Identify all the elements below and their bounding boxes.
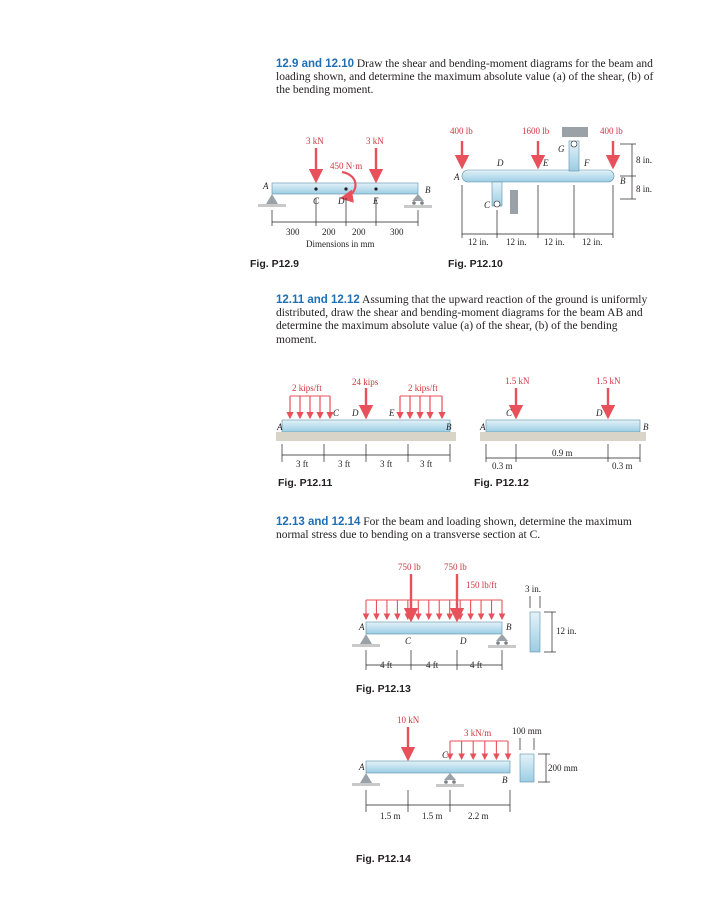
- pin-support-icon: [360, 634, 372, 644]
- figure-p12-9: [258, 136, 432, 249]
- dim-label: 300: [286, 227, 300, 237]
- point-label: D: [352, 408, 359, 418]
- caption-p12-13: Fig. P12.13: [356, 683, 411, 695]
- ground: [258, 204, 286, 207]
- problem-number: 12.13 and 12.14: [276, 516, 361, 528]
- load-label: 10 kN: [397, 715, 420, 725]
- figure-p12-12: [479, 376, 649, 471]
- roller-support-icon: [496, 634, 508, 641]
- point-c: [314, 187, 317, 190]
- dim-label: 200: [322, 227, 336, 237]
- point-label: A: [263, 181, 269, 191]
- caption-p12-12: Fig. P12.12: [474, 477, 529, 489]
- point-e: [374, 187, 377, 190]
- point-label: E: [543, 158, 549, 168]
- dim-label: 3 ft: [420, 459, 433, 469]
- roller-support-icon: [412, 194, 424, 201]
- figure-p12-11: [276, 377, 456, 469]
- dim-label: 4 ft: [470, 660, 483, 670]
- load-label: 400 lb: [600, 126, 623, 136]
- point-label: B: [506, 622, 512, 632]
- problem-text: Draw the shear and bending-moment diagrams for the beam and loading shown, and determine the maximum absolute value (a) of the shear, (b) of the bending moment.: [276, 58, 654, 97]
- cross-section: [530, 612, 540, 652]
- point-label: B: [425, 185, 431, 195]
- point-label: C: [484, 200, 491, 210]
- point-d: [344, 187, 347, 190]
- ground: [480, 432, 646, 441]
- load-label: 1600 lb: [522, 126, 550, 136]
- dim-label: 12 in.: [544, 237, 565, 247]
- problem-number: 12.9 and 12.10: [276, 58, 354, 70]
- point-label: B: [502, 775, 508, 785]
- dim-label: 2.2 m: [468, 811, 489, 821]
- dim-label: 3 ft: [380, 459, 393, 469]
- dim-label: 12 in.: [506, 237, 527, 247]
- dim-label: 1.5 m: [422, 811, 443, 821]
- point-label: C: [506, 408, 513, 418]
- dim-label: 0.9 m: [552, 448, 573, 458]
- point-label: A: [359, 622, 365, 632]
- load-label: 1.5 kN: [596, 376, 621, 386]
- load-label: 150 lb/ft: [466, 580, 497, 590]
- point-label: B: [620, 176, 626, 186]
- point-label: C: [313, 196, 320, 206]
- load-label: 2 kips/ft: [408, 383, 438, 393]
- dim-label: 12 in.: [468, 237, 489, 247]
- beam: [366, 761, 510, 773]
- load-label: 750 lb: [398, 562, 421, 572]
- problem-number: 12.11 and 12.12: [276, 294, 360, 306]
- point-label: D: [497, 158, 504, 168]
- point-label: E: [389, 408, 395, 418]
- ceiling-support: [562, 127, 588, 137]
- figure-p12-14: [352, 715, 578, 821]
- caption-p12-10: Fig. P12.10: [448, 258, 503, 270]
- roller-support-icon: [444, 773, 456, 780]
- caption-p12-11: Fig. P12.11: [278, 477, 333, 489]
- dim-label: 200 mm: [548, 763, 578, 773]
- dim-label: 100 mm: [512, 726, 542, 736]
- load-label: 2 kips/ft: [292, 383, 322, 393]
- dim-label: 4 ft: [380, 660, 393, 670]
- beam: [462, 170, 614, 182]
- point-label: A: [359, 762, 365, 772]
- load-label: 3 kN: [366, 136, 384, 146]
- dim-label: 12 in.: [556, 626, 577, 636]
- point-label: C: [405, 636, 412, 646]
- dim-label: 8 in.: [636, 155, 653, 165]
- pin-support-icon: [266, 194, 278, 204]
- point-label: D: [460, 636, 467, 646]
- problem-text: Assuming that the upward reaction of the ground is uniformly distributed, draw the shear and bending-moment diagrams for the beam AB and determine the maximum absolute value (a) of the shear, (b) of the bending moment.: [276, 294, 648, 346]
- point-label: B: [643, 422, 649, 432]
- point-label: B: [446, 422, 452, 432]
- dim-label: 3 ft: [296, 459, 309, 469]
- moment-label: 450 N·m: [330, 161, 363, 171]
- point-label: D: [596, 408, 603, 418]
- dim-label: 1.5 m: [380, 811, 401, 821]
- load-label: 24 kips: [352, 377, 379, 387]
- dim-label: 0.3 m: [492, 461, 513, 471]
- figure-p12-13: [352, 562, 577, 670]
- dim-label: 0.3 m: [612, 461, 633, 471]
- cross-section: [520, 754, 534, 782]
- dim-label: 300: [390, 227, 404, 237]
- wall-support: [510, 190, 518, 214]
- units-label: Dimensions in mm: [306, 239, 375, 249]
- pin-support-icon: [360, 773, 372, 783]
- beam: [282, 420, 450, 432]
- point-label: A: [277, 422, 283, 432]
- dim-label: 200: [352, 227, 366, 237]
- figure-p12-10: [450, 126, 652, 247]
- dim-label: 8 in.: [636, 184, 653, 194]
- caption-p12-14: Fig. P12.14: [356, 853, 411, 865]
- point-label: F: [584, 158, 590, 168]
- point-label: G: [558, 144, 565, 154]
- point-label: A: [454, 172, 460, 182]
- problem-text: For the beam and loading shown, determine the maximum normal stress due to bending on a transverse section at C.: [276, 516, 632, 542]
- point-label: E: [373, 196, 379, 206]
- load-label: 3 kN: [306, 136, 324, 146]
- beam: [486, 420, 640, 432]
- load-label: 3 kN/m: [464, 728, 492, 738]
- dim-label: 12 in.: [582, 237, 603, 247]
- beam: [366, 622, 502, 634]
- point-label: C: [333, 408, 340, 418]
- ground: [276, 432, 456, 441]
- dim-label: 3 in.: [525, 584, 542, 594]
- caption-p12-9: Fig. P12.9: [250, 258, 300, 270]
- point-label: A: [480, 422, 486, 432]
- point-label: D: [338, 196, 345, 206]
- point-label: C: [442, 750, 449, 760]
- load-label: 1.5 kN: [505, 376, 530, 386]
- load-label: 400 lb: [450, 126, 473, 136]
- load-label: 750 lb: [444, 562, 467, 572]
- dim-label: 3 ft: [338, 459, 351, 469]
- dim-label: 4 ft: [426, 660, 439, 670]
